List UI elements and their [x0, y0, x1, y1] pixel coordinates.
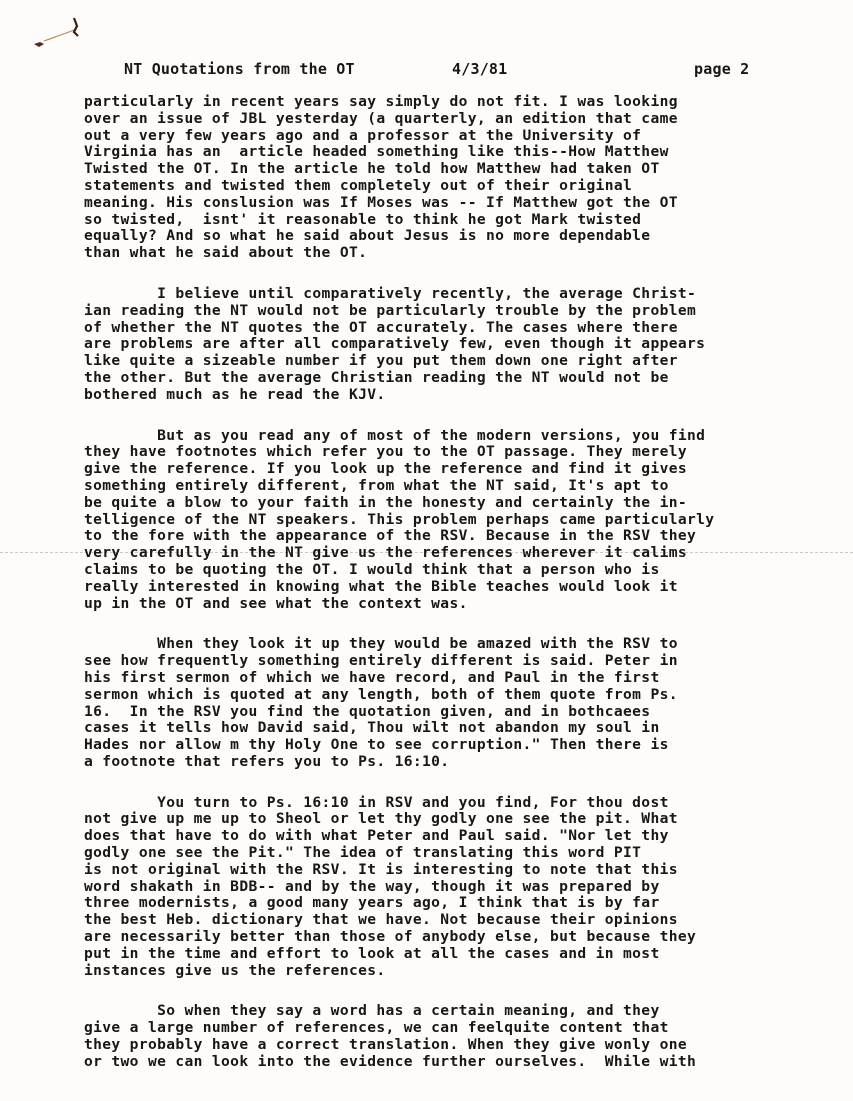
text-line: particularly in recent years say simply do not fit. I was looking [84, 93, 678, 110]
text-line: are problems are after all comparatively few, even though it appears [84, 335, 706, 353]
text-line: or two we can look into the evidence further ourselves. While with [84, 1052, 697, 1070]
text-line: So when they say a word has a certain meaning, and they [84, 1002, 660, 1020]
text-line: But as you read any of most of the modern versions, you find [84, 426, 706, 444]
text-line: word shakath in BDB-- and by the way, though it was prepared by [84, 877, 660, 895]
text-line: I believe until comparatively recently, the average Christ- [84, 284, 697, 302]
text-line: really interested in knowing what the Bible teaches would look it [84, 577, 678, 595]
text-line: the best Heb. dictionary that we have. Not because their opinions [84, 911, 678, 929]
text-line: are necessarily better than those of anybody else, but because they [84, 928, 697, 946]
text-line: the other. But the average Christian reading the NT would not be [84, 368, 669, 386]
paragraph [84, 636, 824, 770]
text-line: put in the time and effort to look at all the cases and in most [84, 944, 660, 962]
text-line: Hades nor allow m thy Holy One to see corruption." Then there is [84, 736, 669, 754]
text-line: give a large number of references, we can feelquite content that [84, 1019, 669, 1037]
text-line: When they look it up they would be amazed with the RSV to [84, 635, 678, 653]
text-line: something entirely different, from what the NT said, It's apt to [84, 476, 669, 494]
text-line: godly one see the Pit." The idea of translating this word PIT [84, 844, 642, 862]
text-line: give the reference. If you look up the reference and find it gives [84, 460, 687, 478]
text-line: like quite a sizeable number if you put them down one right after [84, 352, 678, 370]
text-line: Twisted the OT. In the article he told how Matthew had taken OT [84, 160, 660, 178]
document-body [84, 94, 824, 1095]
text-line: instances give us the references. [84, 961, 386, 979]
text-line: of whether the NT quotes the OT accurately. The cases where there [84, 318, 678, 336]
text-line: they have footnotes which refer you to the OT passage. They merely [84, 443, 687, 461]
text-line: cases it tells how David said, Thou wilt not abandon my soul in [84, 719, 660, 737]
text-line: very carefully in the NT give us the references wherever it calims [84, 544, 687, 562]
paragraph [84, 1003, 824, 1070]
text-line: out a very few years ago and a professor at the University of [84, 126, 642, 144]
text-line: up in the OT and see what the context was. [84, 594, 468, 612]
header-page-number: page 2 [694, 60, 750, 78]
text-line: 16. In the RSV you find the quotation given, and in bothcaees [84, 702, 651, 720]
paragraph [84, 795, 824, 980]
text-line: see how frequently something entirely different is said. Peter in [84, 652, 678, 670]
text-line: sermon which is quoted at any length, both of them quote from Ps. [84, 685, 678, 703]
text-line: not give up me up to Sheol or let thy godly one see the pit. What [84, 810, 678, 828]
text-line: You turn to Ps. 16:10 in RSV and you find, For thou dost [84, 793, 669, 811]
text-line: Virginia has an article headed something like this--How Matthew [84, 143, 669, 161]
text-line: statements and twisted them completely out of their original [84, 176, 633, 194]
text-line: claims to be quoting the OT. I would think that a person who is [84, 560, 660, 578]
text-line: his first sermon of which we have record, and Paul in the first [84, 668, 660, 686]
paragraph [84, 94, 824, 262]
text-line: over an issue of JBL yesterday (a quarterly, an edition that came [84, 109, 678, 127]
header-title: NT Quotations from the OT [124, 60, 355, 78]
text-line: a footnote that refers you to Ps. 16:10. [84, 752, 450, 770]
text-line: ian reading the NT would not be particularly trouble by the problem [84, 301, 697, 319]
text-line: does that have to do with what Peter and Paul said. "Nor let thy [84, 827, 669, 845]
text-line: equally? And so what he said about Jesus is no more dependable [84, 227, 651, 245]
text-line: telligence of the NT speakers. This problem perhaps came particularly [84, 510, 715, 528]
text-line: bothered much as he read the KJV. [84, 385, 386, 403]
text-line: meaning. His conslusion was If Moses was -- If Matthew got the OT [84, 193, 678, 211]
paragraph [84, 428, 824, 613]
text-line: than what he said about the OT. [84, 244, 368, 262]
ink-smudge-mark [30, 14, 90, 54]
text-line: is not original with the RSV. It is interesting to note that this [84, 860, 678, 878]
text-line: so twisted, isnt' it reasonable to think he got Mark twisted [84, 210, 642, 228]
text-line: they probably have a correct translation. When they give wonly one [84, 1036, 687, 1054]
header-date: 4/3/81 [452, 60, 508, 78]
text-line: three modernists, a good many years ago, I think that is by far [84, 894, 660, 912]
page-header [0, 60, 853, 82]
paragraph [84, 286, 824, 404]
text-line: to the fore with the appearance of the RSV. Because in the RSV they [84, 527, 697, 545]
text-line: be quite a blow to your faith in the honesty and certainly the in- [84, 493, 687, 511]
